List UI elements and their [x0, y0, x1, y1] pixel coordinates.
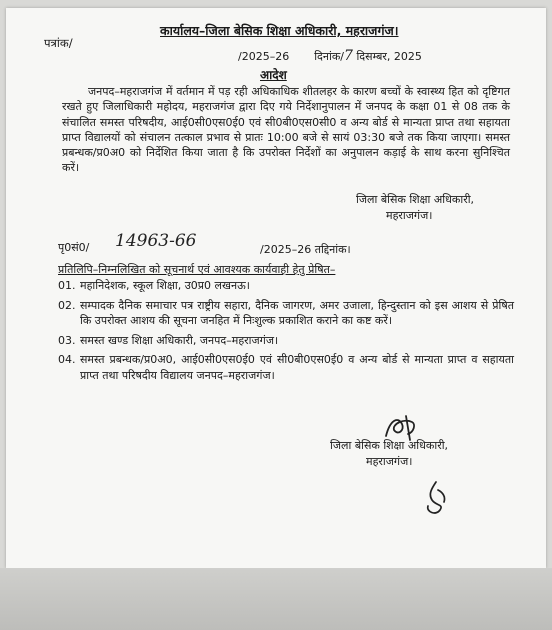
session-year: /2025–26: [238, 50, 290, 63]
signatory-title: जिला बेसिक शिक्षा अधिकारी,: [330, 439, 449, 452]
list-item: [58, 298, 514, 329]
list-item-number: 01.: [58, 279, 76, 292]
order-heading: आदेश: [260, 68, 287, 82]
endorsement-date: /2025–26 तद्दिनांक।: [260, 243, 351, 256]
order-body: जनपद–महराजगंज में वर्तमान में पड़ रही अधिकाधिक शीतलहर के कारण बच्चों के स्वास्थ्य हित को दृष्टिगत रखते हुए जिलाधिकारी महोदय, महराजगंज द्वारा दिए गये निर्देशानुपालन में जनपद के कक्षा 01 से 08 तक के संचालित समस्त परिषदीय, आई0सी0एस0ई0 एवं सी0बी0एस0सी0 व अन्य बोर्ड से मान्यता प्राप्त तथा सहायता प्राप्त विद्यालयों को संचालन तत्काल प्रभाव से प्रातः 10:00 बजे से सायं 03:30 बजे तक किया जाएगा। समस्त प्रबन्धक/प्र0अ0 को निर्देशित किया जाता है कि उपरोक्त निर्देशों का अनुपालन कड़ाई के साथ करना सुनिश्चित करें।: [62, 85, 510, 175]
list-item-text: समस्त खण्ड शिक्षा अधिकारी, जनपद–महराजगंज।: [80, 333, 279, 347]
handwritten-signature: [418, 478, 454, 518]
list-item: [58, 278, 514, 294]
letter-number-label: पत्रांक/: [44, 36, 73, 50]
date-line: [238, 48, 422, 64]
handwritten-endorsement-number: 14963-66: [115, 231, 197, 251]
list-item-text: समस्त प्रबन्धक/प्र0अ0, आई0सी0एस0ई0 एवं सी0बी0एस0ई0 व अन्य बोर्ड से मान्यता प्राप्त व सहायता प्राप्त तथा परिषदीय विद्यालय जनपद–महराजगंज।: [80, 353, 514, 382]
date-month-year: दिसम्बर, 2025: [356, 50, 422, 63]
list-item-number: 02.: [58, 298, 76, 312]
copy-to-label: प्रतिलिपि: [58, 263, 93, 276]
signatory-place: महराजगंज।: [386, 209, 433, 222]
office-title: कार्यालय–जिला बेसिक शिक्षा अधिकारी, महराजगंज।: [160, 23, 399, 38]
copy-to-text: –निम्नलिखित को सूचनार्थ एवं आवश्यक कार्यवाही हेतु प्रेषित–: [92, 263, 336, 276]
signatory-title: जिला बेसिक शिक्षा अधिकारी,: [356, 193, 475, 206]
signatory-block-1: [356, 192, 474, 224]
signatory-place: महराजगंज।: [366, 455, 413, 468]
list-item-number: 04.: [58, 353, 76, 366]
copy-to-list: [58, 278, 514, 387]
list-item-text: महानिदेशक, स्कूल शिक्षा, उ0प्र0 लखनऊ।: [80, 279, 250, 292]
list-item: [58, 352, 514, 383]
list-item-number: 03.: [58, 333, 76, 347]
handwritten-day: 7: [344, 48, 353, 64]
copy-to-heading: [58, 262, 335, 277]
date-label: दिनांक/: [314, 50, 345, 63]
signatory-block-2: [330, 438, 448, 470]
list-item-text: सम्पादक दैनिक समाचार पत्र राष्ट्रीय सहारा, दैनिक जागरण, अमर उजाला, हिन्दुस्तान को इस आशय से प्रेषित कि उपरोक्त आशय की सूचना जनहित में निःशुल्क प्रकाशित कराने का कष्ट करें।: [80, 298, 514, 327]
page-background: [0, 568, 552, 630]
endorsement-number-label: पृ0सं0/: [58, 241, 90, 254]
list-item: [58, 333, 514, 349]
